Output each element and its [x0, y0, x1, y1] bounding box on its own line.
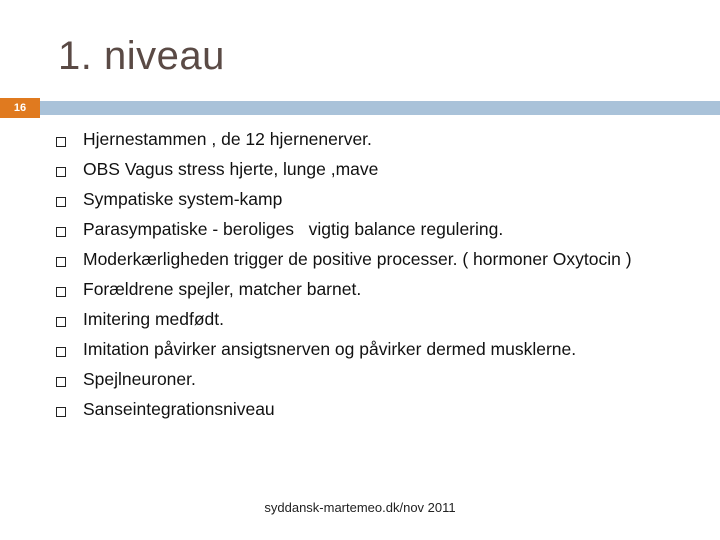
- square-bullet-icon: [56, 347, 66, 357]
- bullet-item: [54, 368, 694, 391]
- bullet-text: Sanseintegrationsniveau: [83, 399, 275, 419]
- bullet-text: Parasympatiske - beroliges vigtig balance regulering.: [83, 219, 504, 239]
- bullet-item: [54, 128, 694, 151]
- bullet-text: Imitering medfødt.: [83, 309, 225, 329]
- title-rule: [40, 101, 720, 115]
- bullet-text: Spejlneuroner.: [83, 369, 196, 389]
- square-bullet-icon: [56, 407, 66, 417]
- square-bullet-icon: [56, 287, 66, 297]
- footer-text: syddansk-martemeo.dk/nov 2011: [264, 500, 456, 515]
- bullet-list: [54, 128, 694, 428]
- square-bullet-icon: [56, 137, 66, 147]
- bullet-item: [54, 158, 694, 181]
- bullet-text: Forældrene spejler, matcher barnet.: [83, 279, 362, 299]
- slide-number: 16: [0, 98, 40, 118]
- square-bullet-icon: [56, 317, 66, 327]
- bullet-item: [54, 188, 694, 211]
- bullet-item: [54, 338, 694, 361]
- square-bullet-icon: [56, 167, 66, 177]
- bullet-item: [54, 218, 694, 241]
- bullet-item: [54, 398, 694, 421]
- square-bullet-icon: [56, 257, 66, 267]
- bullet-text: OBS Vagus stress hjerte, lunge ,mave: [83, 159, 379, 179]
- bullet-text: Sympatiske system-kamp: [83, 189, 283, 209]
- square-bullet-icon: [56, 197, 66, 207]
- square-bullet-icon: [56, 227, 66, 237]
- square-bullet-icon: [56, 377, 66, 387]
- bullet-text: Imitation påvirker ansigtsnerven og påvirker dermed musklerne.: [83, 339, 577, 359]
- slide-title: 1. niveau: [58, 34, 225, 78]
- bullet-item: [54, 308, 694, 331]
- bullet-item: [54, 278, 694, 301]
- bullet-text: Moderkærligheden trigger de positive processer. ( hormoner Oxytocin ): [83, 249, 632, 269]
- bullet-item: [54, 248, 694, 271]
- bullet-text: Hjernestammen , de 12 hjernenerver.: [83, 129, 372, 149]
